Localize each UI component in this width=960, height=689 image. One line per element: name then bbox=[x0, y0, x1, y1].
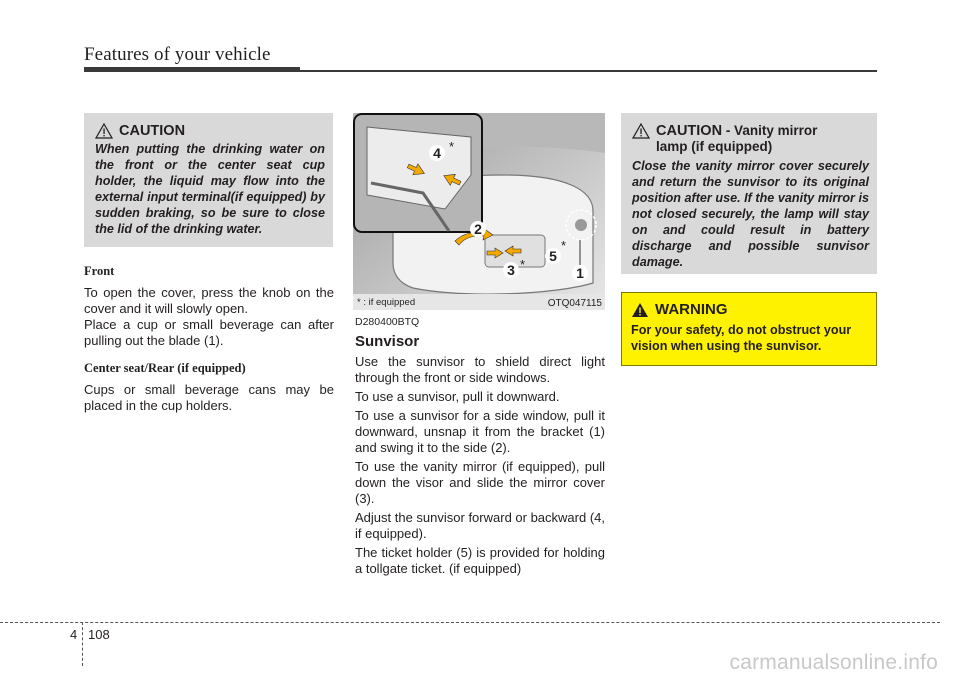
caution-box-drinking-water bbox=[84, 113, 333, 247]
front-heading: Front bbox=[84, 264, 115, 278]
callout-1 bbox=[572, 265, 588, 281]
center-rear-heading: Center seat/Rear (if equipped) bbox=[84, 361, 246, 375]
sunvisor-figure bbox=[353, 113, 605, 310]
footer-rule bbox=[0, 622, 940, 623]
warning-box bbox=[621, 292, 877, 366]
figure-code: OTQ047115 bbox=[547, 298, 602, 309]
sunvisor-paragraph-2: To use a sunvisor, pull it downward. bbox=[355, 389, 560, 404]
caution-heading bbox=[95, 123, 325, 139]
page-number: 108 bbox=[88, 627, 110, 642]
svg-text:*: * bbox=[520, 257, 526, 272]
sunvisor-illustration bbox=[353, 113, 605, 310]
caution-heading-right bbox=[632, 123, 869, 154]
sunvisor-section bbox=[355, 316, 605, 577]
section-title: Sunvisor bbox=[355, 333, 420, 350]
header-rule-thick bbox=[84, 67, 300, 72]
sunvisor-paragraph-3: To use a sunvisor for a side window, pull it downward, unsnap it from the bracket (1) and swing it to the side (2). bbox=[355, 408, 605, 455]
caution-subtitle-line2: lamp (if equipped) bbox=[656, 139, 773, 154]
caution-subtitle: - Vanity mirror bbox=[722, 123, 818, 138]
center-rear-paragraph: Cups or small beverage cans may be placed in the cup holders. bbox=[84, 382, 334, 413]
footer-divider bbox=[82, 622, 83, 666]
caution-title: CAUTION bbox=[119, 123, 186, 139]
sunvisor-paragraph-6: The ticket holder (5) is provided for holding a tollgate ticket. (if equipped) bbox=[355, 545, 605, 576]
chapter-number: 4 bbox=[70, 627, 78, 642]
svg-text:4: 4 bbox=[433, 145, 441, 161]
caution-triangle-icon bbox=[632, 123, 650, 139]
caution-box-vanity-mirror bbox=[621, 113, 877, 274]
front-paragraph-2: Place a cup or small beverage can after pulling out the blade (1). bbox=[84, 317, 334, 348]
figure-note: * : if equipped bbox=[357, 297, 416, 308]
caution-body-right: Close the vanity mirror cover securely and return the sunvisor to its original position after use. If the vanity mirror is not closed securely, the lamp will stay on and could result in battery discharge and possible sunvisor damage. bbox=[632, 159, 869, 269]
sunvisor-paragraph-1: Use the sunvisor to shield direct light through the front or side windows. bbox=[355, 354, 605, 385]
svg-text:2: 2 bbox=[474, 221, 482, 237]
warning-body: For your safety, do not obstruct your vision when using the sunvisor. bbox=[631, 323, 852, 353]
watermark: carmanualsonline.info bbox=[729, 651, 938, 674]
svg-text:3: 3 bbox=[507, 262, 515, 278]
callout-2 bbox=[470, 221, 486, 237]
left-column bbox=[84, 264, 334, 414]
warning-heading bbox=[631, 301, 868, 318]
warning-title: WARNING bbox=[655, 301, 728, 318]
svg-text:5: 5 bbox=[549, 248, 557, 264]
sunvisor-paragraph-4: To use the vanity mirror (if equipped), pull down the visor and slide the mirror cover (3). bbox=[355, 459, 605, 506]
sunvisor-paragraph-5: Adjust the sunvisor forward or backward (4, if equipped). bbox=[355, 510, 605, 541]
front-paragraph-1: To open the cover, press the knob on the cover and it will slowly open. bbox=[84, 285, 334, 316]
page-header-title: Features of your vehicle bbox=[84, 44, 271, 65]
svg-text:1: 1 bbox=[576, 265, 584, 281]
caution-triangle-icon bbox=[95, 123, 113, 139]
caution-body: When putting the drinking water on the front or the center seat cup holder, the liquid may flow into the external input terminal(if equipped) by sudden braking, so be sure to close the lid of the drinking water. bbox=[95, 142, 325, 236]
svg-text:*: * bbox=[561, 238, 567, 253]
svg-text:*: * bbox=[449, 139, 455, 154]
warning-triangle-icon bbox=[631, 302, 649, 318]
section-code: D280400BTQ bbox=[355, 316, 420, 328]
header-rule-thin bbox=[300, 70, 877, 72]
caution-title-right: CAUTION bbox=[656, 123, 723, 139]
